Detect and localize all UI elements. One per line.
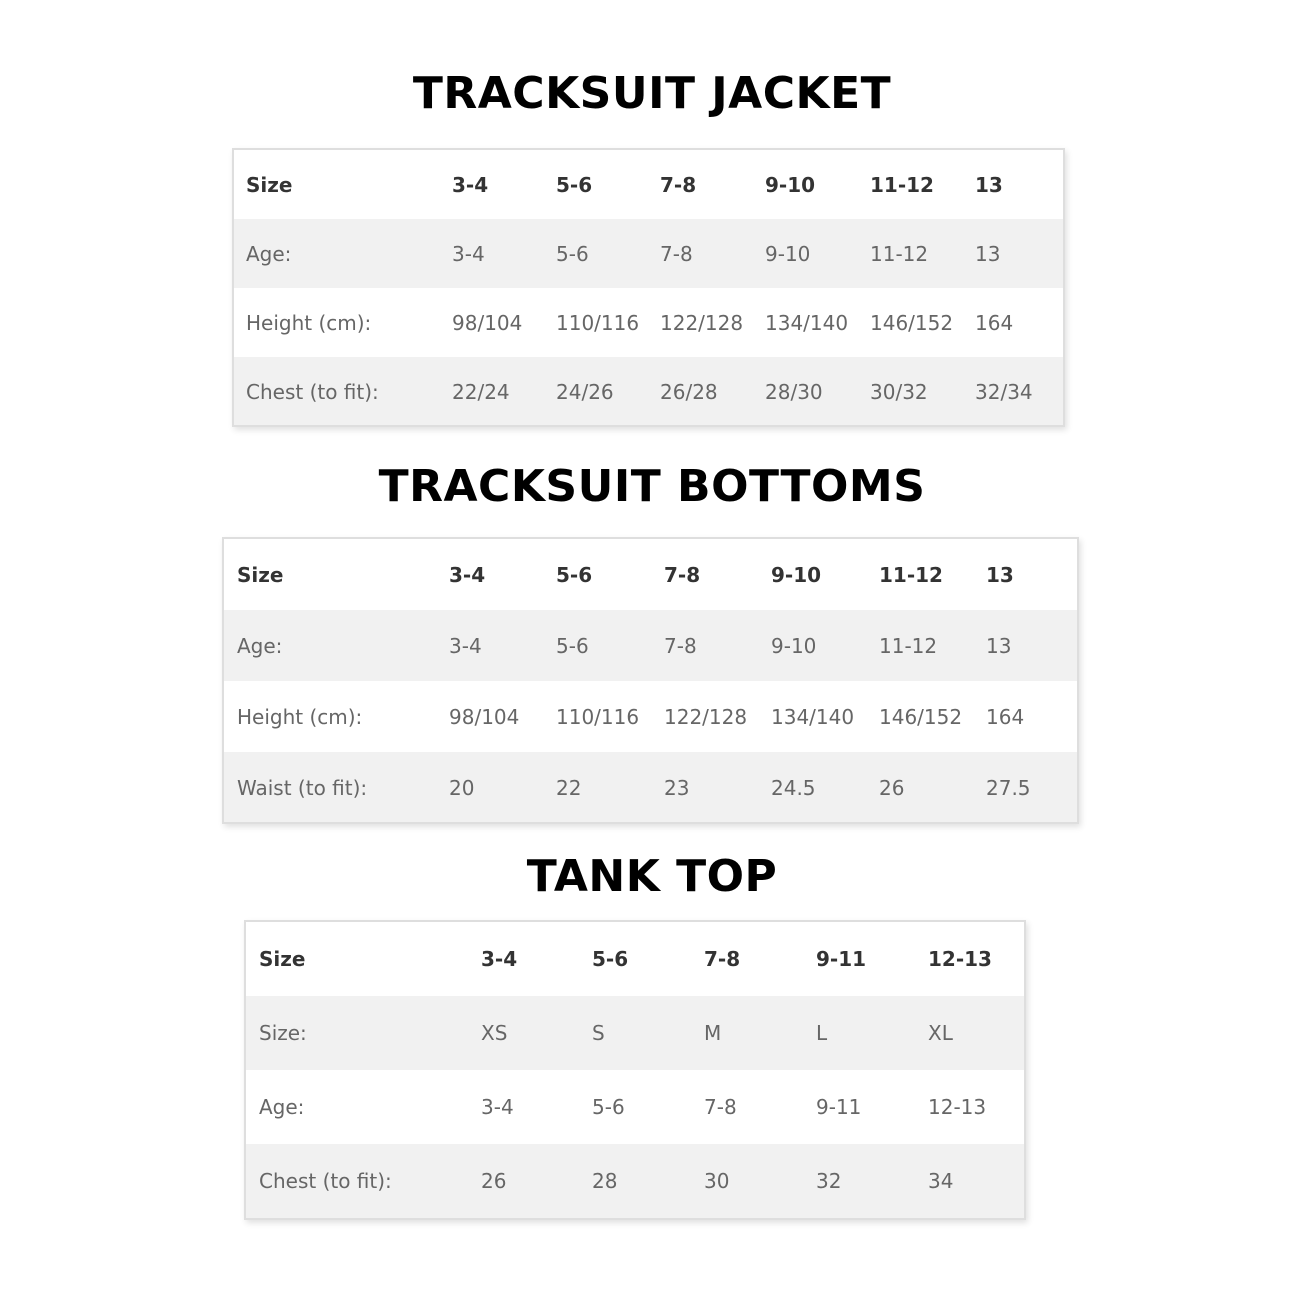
table-cell: 24.5 (771, 775, 816, 800)
table-cell: 12-13 (928, 1095, 987, 1119)
header-cell-size: 9-11 (816, 947, 867, 971)
header-cell-size: 11-12 (870, 172, 934, 197)
row-label-cell: Size: (259, 1021, 307, 1045)
table-cell: 122/128 (664, 704, 748, 729)
header-cell-size: 9-10 (765, 172, 816, 197)
table-cell: 134/140 (771, 704, 855, 729)
header-cell-size: 3-4 (481, 947, 518, 971)
table-cell: 32 (816, 1169, 842, 1193)
header-cell-label: Size (246, 172, 293, 197)
table-cell: 146/152 (870, 310, 954, 335)
row-label-cell: Height (cm): (237, 704, 363, 729)
table-cell: 9-10 (765, 241, 811, 266)
table-cell: XL (928, 1021, 953, 1045)
table-row (246, 996, 1024, 1070)
size-chart-tank-top (244, 920, 1026, 1220)
table-cell: 30/32 (870, 379, 928, 404)
table-cell: S (592, 1021, 605, 1045)
table-row (224, 610, 1077, 681)
row-label-cell: Waist (to fit): (237, 775, 368, 800)
table-cell: 3-4 (449, 633, 482, 658)
table-cell: 5-6 (556, 241, 589, 266)
row-label-cell: Age: (259, 1095, 305, 1119)
table-cell: 3-4 (452, 241, 485, 266)
table-row (246, 1070, 1024, 1144)
table-cell: 30 (704, 1169, 730, 1193)
table-cell: 28/30 (765, 379, 823, 404)
table-cell: 7-8 (660, 241, 693, 266)
row-label-cell: Chest (to fit): (246, 379, 379, 404)
table-cell: 110/116 (556, 704, 640, 729)
row-label-cell: Chest (to fit): (259, 1169, 392, 1193)
header-cell-size: 12-13 (928, 947, 992, 971)
header-cell-size: 3-4 (452, 172, 489, 197)
section-title-tracksuit-jacket: TRACKSUIT JACKET (412, 68, 892, 119)
header-cell-size: 5-6 (592, 947, 629, 971)
row-label-cell: Age: (237, 633, 283, 658)
table-cell: M (704, 1021, 722, 1045)
table-cell: 13 (986, 633, 1012, 658)
header-cell-size: 13 (986, 562, 1014, 587)
table-cell: 24/26 (556, 379, 614, 404)
header-cell-size: 5-6 (556, 562, 593, 587)
table-cell: 22 (556, 775, 582, 800)
table-cell: 11-12 (870, 241, 929, 266)
header-cell-size: 5-6 (556, 172, 593, 197)
header-cell-size: 7-8 (664, 562, 701, 587)
row-label-cell: Age: (246, 241, 292, 266)
row-label-cell: Height (cm): (246, 310, 372, 335)
table-cell: 27.5 (986, 775, 1031, 800)
table-row (224, 681, 1077, 752)
table-cell: 98/104 (452, 310, 523, 335)
table-cell: 7-8 (704, 1095, 737, 1119)
table-header-row (234, 150, 1063, 219)
table-cell: 13 (975, 241, 1001, 266)
section-title-tracksuit-bottoms: TRACKSUIT BOTTOMS (378, 461, 926, 512)
table-cell: 11-12 (879, 633, 938, 658)
table-cell: 28 (592, 1169, 618, 1193)
header-cell-size: 3-4 (449, 562, 486, 587)
table-cell: 26 (879, 775, 905, 800)
header-cell-label: Size (237, 562, 284, 587)
table-cell: 32/34 (975, 379, 1033, 404)
table-row (224, 752, 1077, 823)
table-header-row (246, 922, 1024, 996)
table-cell: 5-6 (556, 633, 589, 658)
table-cell: 26/28 (660, 379, 718, 404)
size-chart-tracksuit-bottoms (222, 537, 1079, 824)
table-header-row (224, 539, 1077, 610)
table-cell: 134/140 (765, 310, 849, 335)
table-cell: 164 (986, 704, 1025, 729)
table-cell: 110/116 (556, 310, 640, 335)
table-cell: 20 (449, 775, 475, 800)
table-cell: 5-6 (592, 1095, 625, 1119)
header-cell-size: 13 (975, 172, 1003, 197)
header-cell-size: 9-10 (771, 562, 822, 587)
table-row (234, 288, 1063, 357)
table-cell: 9-10 (771, 633, 817, 658)
size-chart-tracksuit-jacket (232, 148, 1065, 427)
section-title-tank-top: TANK TOP (526, 851, 778, 902)
table-cell: 3-4 (481, 1095, 514, 1119)
table-cell: 34 (928, 1169, 954, 1193)
table-cell: 9-11 (816, 1095, 862, 1119)
table-cell: 98/104 (449, 704, 520, 729)
table-cell: 7-8 (664, 633, 697, 658)
table-cell: 122/128 (660, 310, 744, 335)
table-cell: 23 (664, 775, 690, 800)
table-cell: XS (481, 1021, 508, 1045)
header-cell-size: 11-12 (879, 562, 943, 587)
header-cell-size: 7-8 (704, 947, 741, 971)
header-cell-label: Size (259, 947, 306, 971)
table-row (234, 219, 1063, 288)
table-cell: 146/152 (879, 704, 963, 729)
table-row (234, 357, 1063, 426)
table-cell: L (816, 1021, 828, 1045)
table-cell: 26 (481, 1169, 507, 1193)
table-cell: 22/24 (452, 379, 510, 404)
header-cell-size: 7-8 (660, 172, 697, 197)
table-row (246, 1144, 1024, 1218)
table-cell: 164 (975, 310, 1014, 335)
